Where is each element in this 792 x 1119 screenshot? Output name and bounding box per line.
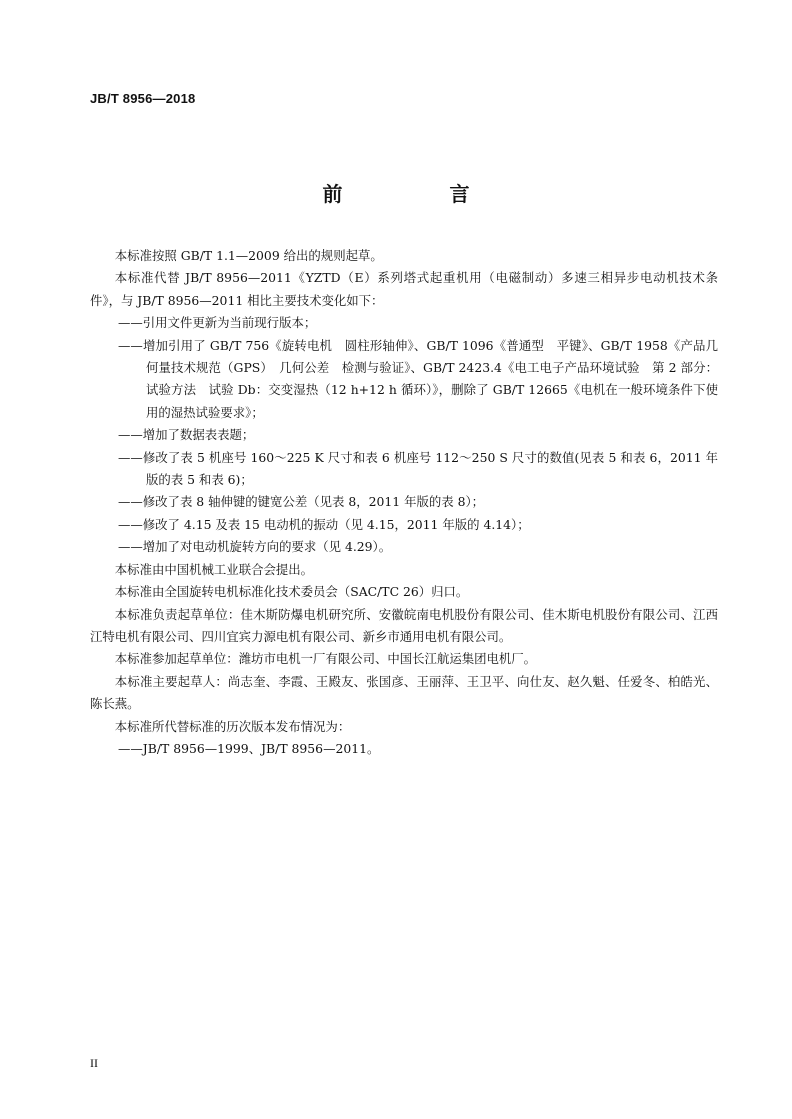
change-item: ——增加了对电动机旋转方向的要求（见 4.29）。	[118, 539, 392, 555]
paragraph: 本标准由中国机械工业联合会提出。	[114, 561, 314, 577]
standard-code: JB/T 8956—2018	[90, 91, 196, 106]
foreword-body	[90, 245, 718, 760]
change-item: ——引用文件更新为当前现行版本；	[118, 315, 317, 331]
change-item: ——修改了表 5 机座号 160～225 K 尺寸和表 6 机座号 112～250 S 尺寸的数值(见表 5 和表 6，2011 年版的表 5 和表 6)；	[118, 449, 718, 488]
paragraph: 本标准所代替标准的历次版本发布情况为：	[114, 718, 351, 734]
page-number: II	[90, 1056, 98, 1070]
paragraph: 本标准主要起草人：尚志奎、李霞、王殿友、张国彦、王丽萍、王卫平、向仕友、赵久魁、任爱冬、柏皓光、陈长燕。	[90, 673, 718, 712]
change-item: ——JB/T 8956—1999、JB/T 8956—2011。	[118, 740, 380, 756]
paragraph: 本标准参加起草单位：潍坊市电机一厂有限公司、中国长江航运集团电机厂。	[114, 651, 537, 667]
paragraph: 本标准由全国旋转电机标准化技术委员会（SAC/TC 26）归口。	[114, 584, 469, 600]
change-item: ——修改了 4.15 及表 15 电动机的振动（见 4.15，2011 年版的 4.14）；	[118, 516, 530, 532]
change-item: ——增加了数据表表题；	[118, 427, 255, 443]
paragraph: 本标准负责起草单位：佳木斯防爆电机研究所、安徽皖南电机股份有限公司、佳木斯电机股份有限公司、江西江特电机有限公司、四川宜宾力源电机有限公司、新乡市通用电机有限公司。	[90, 606, 718, 644]
change-item: ——增加引用了 GB/T 756《旋转电机 圆柱形轴伸》、GB/T 1096《普通型 平键》、GB/T 1958《产品几何量技术规范（GPS） 几何公差 检测与验证》、GB/T 2423.4《电工电子产品环境试验 第 2 部分：试验方法 试验 Db：交变湿热（12 h+12 h 循环）》，删除了 GB/T 12665《电机在一般环境条件下使用的湿热试验要求》；	[118, 337, 718, 420]
change-item: ——修改了表 8 轴伸键的键宽公差（见表 8，2011 年版的表 8）；	[118, 494, 485, 510]
paragraph: 本标准按照 GB/T 1.1—2009 给出的规则起草。	[114, 248, 383, 263]
paragraph: 本标准代替 JB/T 8956—2011《YZTD（E）系列塔式起重机用（电磁制动）多速三相异步电动机技术条件》，与 JB/T 8956—2011 相比主要技术变化如下：	[90, 270, 718, 308]
page-title: 前 言	[322, 182, 520, 206]
